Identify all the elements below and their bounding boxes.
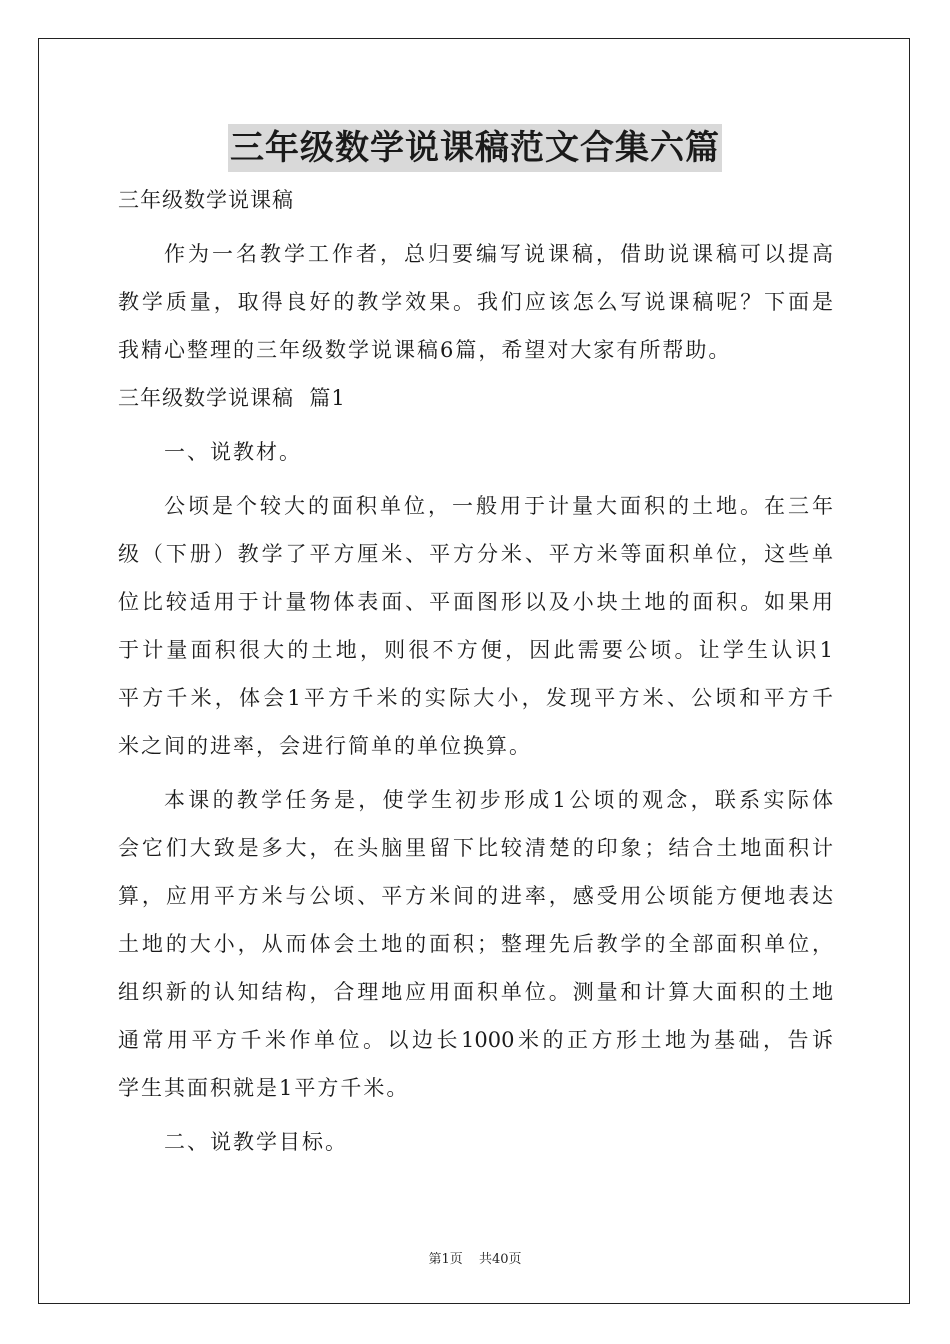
part1-heading: 一、说教材。 xyxy=(164,440,302,464)
para2-line: 组织新的认知结构，合理地应用面积单位。测量和计算大面积的土地 xyxy=(118,980,833,1004)
para1-line: 于计量面积很大的土地，则很不方便，因此需要公顷。让学生认识1 xyxy=(118,638,833,662)
page-number: 第1页 xyxy=(428,1252,463,1267)
intro-line: 教学质量，取得良好的教学效果。我们应该怎么写说课稿呢？下面是 xyxy=(118,290,833,314)
para1-line: 平方千米，体会1平方千米的实际大小，发现平方米、公顷和平方千 xyxy=(118,686,833,710)
part2-heading: 二、说教学目标。 xyxy=(164,1130,348,1154)
subtitle: 三年级数学说课稿 xyxy=(118,188,294,212)
intro-line: 作为一名教学工作者，总归要编写说课稿，借助说课稿可以提高 xyxy=(164,242,833,266)
para2-line: 通常用平方千米作单位。以边长1000米的正方形土地为基础，告诉 xyxy=(118,1028,833,1052)
para2-line: 会它们大致是多大，在头脑里留下比较清楚的印象；结合土地面积计 xyxy=(118,836,833,860)
document-title: 三年级数学说课稿范文合集六篇 xyxy=(228,124,722,172)
para2-line: 学生其面积就是1平方千米。 xyxy=(118,1076,410,1100)
para2-line: 土地的大小，从而体会土地的面积；整理先后教学的全部面积单位， xyxy=(118,932,833,956)
document-body xyxy=(118,176,833,1166)
para1-line: 公顷是个较大的面积单位，一般用于计量大面积的土地。在三年 xyxy=(164,494,833,518)
para2-line: 算，应用平方米与公顷、平方米间的进率，感受用公顷能方便地表达 xyxy=(118,884,833,908)
para1-line: 级（下册）教学了平方厘米、平方分米、平方米等面积单位，这些单 xyxy=(118,542,833,566)
page-total: 共40页 xyxy=(478,1252,522,1267)
title-wrap xyxy=(0,124,950,172)
para2-line: 本课的教学任务是，使学生初步形成1公顷的观念，联系实际体 xyxy=(164,788,833,812)
para1-line: 米之间的进率，会进行简单的单位换算。 xyxy=(118,734,532,758)
section-heading: 三年级数学说课稿 篇1 xyxy=(118,386,346,410)
intro-line: 我精心整理的三年级数学说课稿6篇，希望对大家有所帮助。 xyxy=(118,338,732,362)
page-footer xyxy=(0,1248,950,1267)
para1-line: 位比较适用于计量物体表面、平面图形以及小块土地的面积。如果用 xyxy=(118,590,833,614)
